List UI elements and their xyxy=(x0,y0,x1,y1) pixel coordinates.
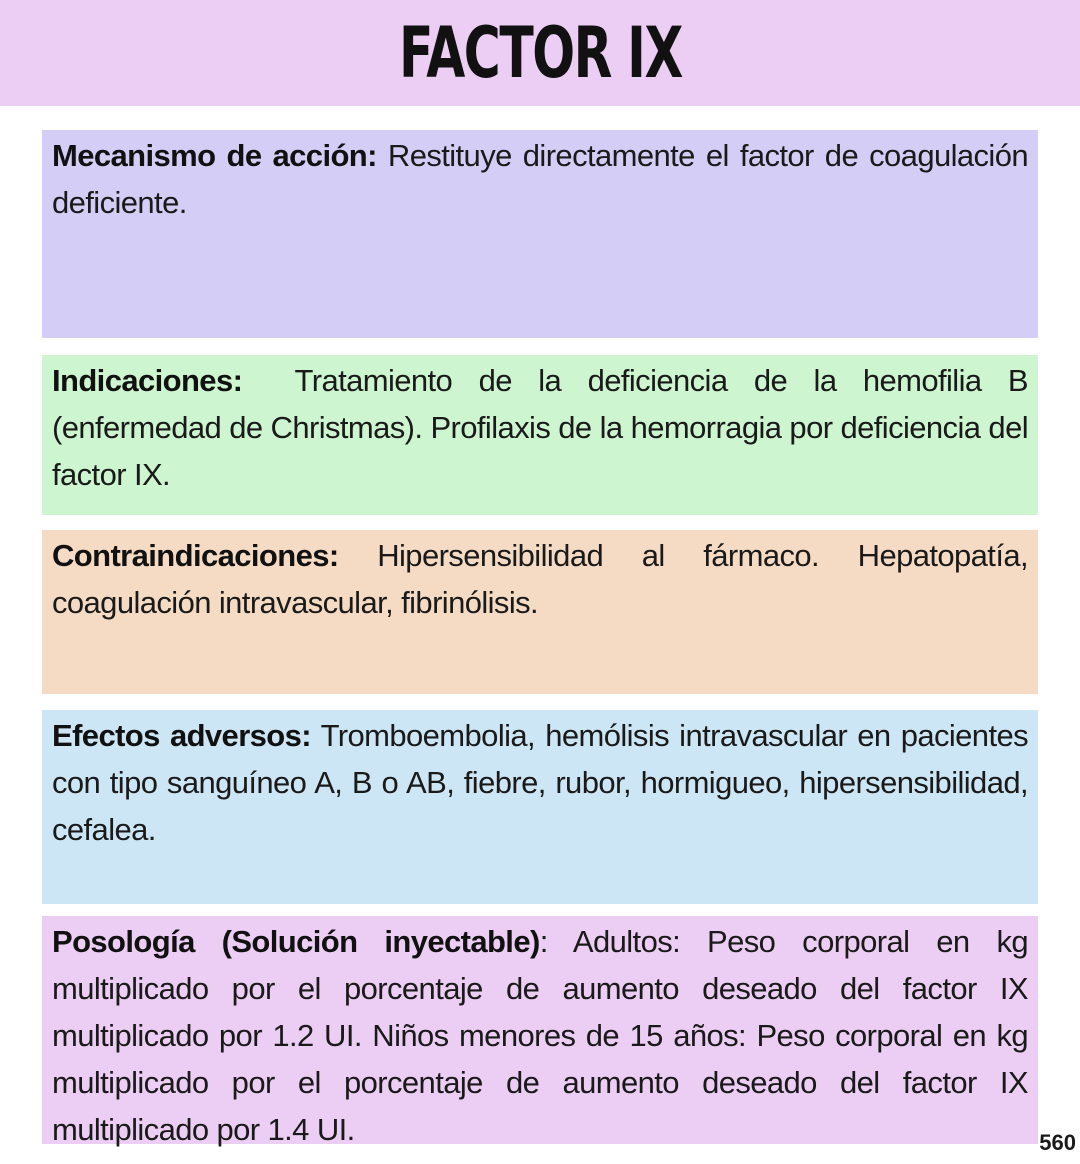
section-label: Efectos adversos: xyxy=(52,718,312,753)
section-text: Tratamiento de la deficiencia de la hemofilia B (enfermedad de Christmas). Profilaxis de la hemorragia por deficiencia del factor IX. xyxy=(52,363,1037,492)
section-label: Contraindicaciones: xyxy=(52,538,339,573)
section-text: Restituye directamente el factor de coagulación deficiente. xyxy=(52,138,1028,220)
section-text: Tromboembolia, hemólisis intravascular en pacientes con tipo sanguíneo A, B o AB, fiebre, rubor, hormigueo, hipersensibilidad, cefalea. xyxy=(52,718,1029,847)
section-label: Indicaciones: xyxy=(52,363,243,398)
section-text: : Adultos: Peso corporal en kg multiplicado por el porcentaje de aumento deseado del factor IX multiplicado por 1.2 UI. Niños menores de 15 años: Peso corporal en kg multiplicado por el porcentaje de aumento deseado del factor IX multiplicado por 1.4 UI. xyxy=(52,924,1029,1147)
dosage-section xyxy=(42,916,1038,1147)
section-text: Hipersensibilidad al fármaco. Hepatopatía, coagulación intravascular, fibrinólisis. xyxy=(52,538,1028,620)
adverse-effects-section xyxy=(42,710,1038,904)
indications-section xyxy=(42,355,1038,515)
page-title: FACTOR IX xyxy=(398,12,682,94)
section-label: Mecanismo de acción: xyxy=(52,138,377,173)
mechanism-section xyxy=(42,130,1038,338)
section-label: Posología (Solución inyectable) xyxy=(52,924,540,959)
page-number: 560 xyxy=(1039,1130,1076,1155)
contraindications-section xyxy=(42,530,1038,694)
page-header xyxy=(0,0,1080,106)
